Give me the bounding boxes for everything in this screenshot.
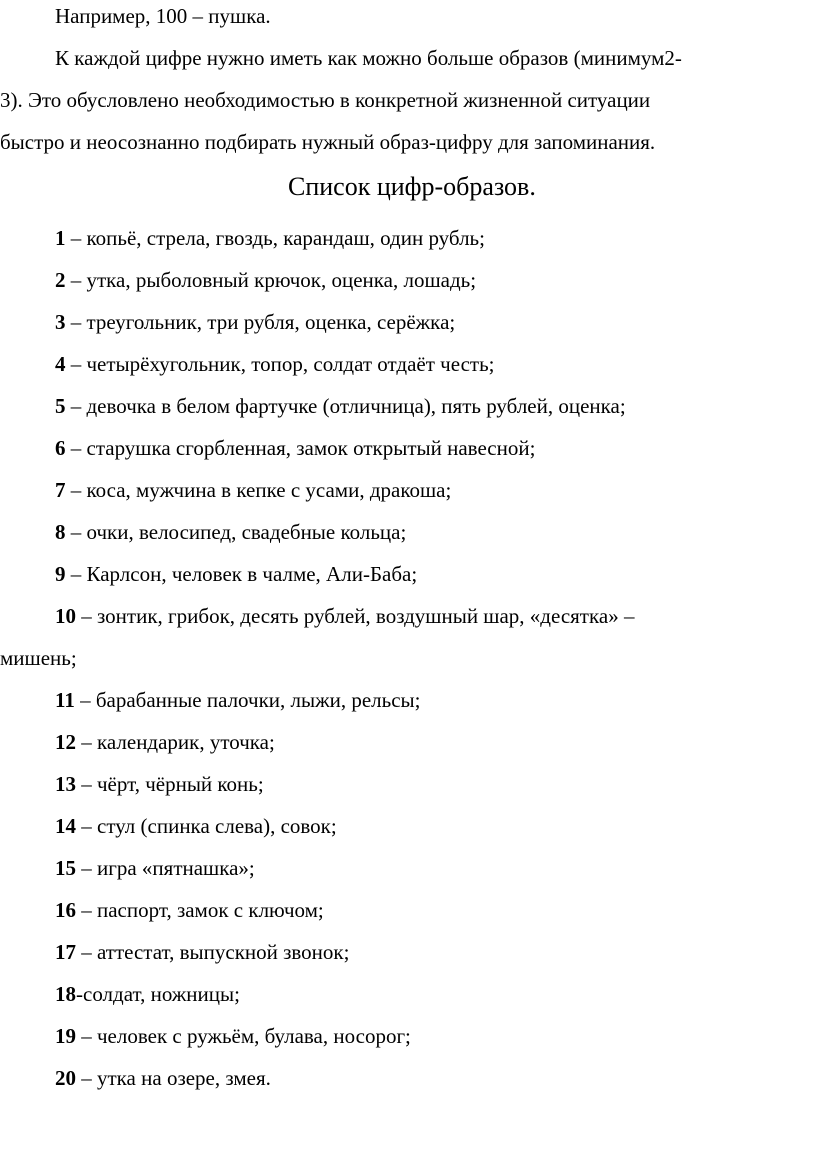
item-number: 3 [55, 310, 66, 334]
item-number: 18 [55, 982, 76, 1006]
list-item [55, 900, 324, 921]
item-text: – Карлсон, человек в чалме, Али-Баба; [65, 562, 418, 586]
item-text: – стул (спинка слева), совок; [76, 814, 337, 838]
list-item [55, 270, 476, 291]
item-number: 20 [55, 1066, 76, 1090]
list-item [55, 438, 535, 459]
list-heading: Список цифр-образов. [288, 172, 536, 201]
item-text: – игра «пятнашка»; [76, 856, 255, 880]
list-item [55, 774, 264, 795]
list-item [55, 228, 485, 249]
item-number: 9 [55, 562, 66, 586]
item-text: – паспорт, замок с ключом; [76, 898, 324, 922]
list-item [55, 480, 451, 501]
list-item [55, 942, 349, 963]
item-text: – барабанные палочки, лыжи, рельсы; [74, 688, 421, 712]
intro-example: Например, 100 – пушка. [55, 4, 271, 28]
item-text: – чёрт, чёрный конь; [76, 772, 264, 796]
list-item [55, 354, 494, 375]
item-text: – коса, мужчина в кепке с усами, дракоша; [65, 478, 452, 502]
item-number: 12 [55, 730, 76, 754]
item-number: 19 [55, 1024, 76, 1048]
item-number: 11 [55, 688, 75, 712]
list-item [55, 984, 240, 1005]
item-number: 16 [55, 898, 76, 922]
list-item [55, 690, 421, 711]
item-text: – календарик, уточка; [76, 730, 275, 754]
list-item-continuation: мишень; [0, 646, 77, 670]
item-number: 13 [55, 772, 76, 796]
item-number: 17 [55, 940, 76, 964]
list-item [55, 396, 626, 417]
item-text: – утка, рыболовный крючок, оценка, лошадь; [65, 268, 477, 292]
item-number: 15 [55, 856, 76, 880]
intro-paragraph-line-2: 3). Это обусловлено необходимостью в конкретной жизненной ситуации [0, 88, 651, 112]
item-text: – девочка в белом фартучке (отличница), пять рублей, оценка; [65, 394, 626, 418]
item-text: – аттестат, выпускной звонок; [76, 940, 350, 964]
item-number: 10 [55, 604, 76, 628]
list-item [55, 522, 406, 543]
list-item [55, 1026, 411, 1047]
item-text: – четырёхугольник, топор, солдат отдаёт честь; [65, 352, 495, 376]
item-number: 14 [55, 814, 76, 838]
item-text: – старушка сгорбленная, замок открытый навесной; [65, 436, 536, 460]
item-text: – очки, велосипед, свадебные кольца; [65, 520, 407, 544]
item-number: 4 [55, 352, 66, 376]
list-item [55, 564, 417, 585]
item-number: 6 [55, 436, 66, 460]
intro-paragraph-line-1: К каждой цифре нужно иметь как можно больше образов (минимум2- [55, 46, 682, 70]
list-item [55, 732, 275, 753]
item-text: – треугольник, три рубля, оценка, серёжка; [65, 310, 456, 334]
list-item [55, 312, 455, 333]
item-number: 5 [55, 394, 66, 418]
list-item [55, 606, 634, 627]
list-item [55, 816, 337, 837]
intro-paragraph-line-3: быстро и неосознанно подбирать нужный образ-цифру для запоминания. [0, 130, 656, 154]
item-number: 7 [55, 478, 66, 502]
item-number: 8 [55, 520, 66, 544]
item-number: 1 [55, 226, 66, 250]
list-item [55, 858, 255, 879]
list-item [55, 1068, 271, 1089]
item-text: – человек с ружьём, булава, носорог; [76, 1024, 411, 1048]
item-text: -солдат, ножницы; [76, 982, 240, 1006]
item-text: – копьё, стрела, гвоздь, карандаш, один рубль; [65, 226, 485, 250]
item-text: – утка на озере, змея. [76, 1066, 271, 1090]
item-number: 2 [55, 268, 66, 292]
item-text: – зонтик, грибок, десять рублей, воздушный шар, «десятка» – [76, 604, 635, 628]
